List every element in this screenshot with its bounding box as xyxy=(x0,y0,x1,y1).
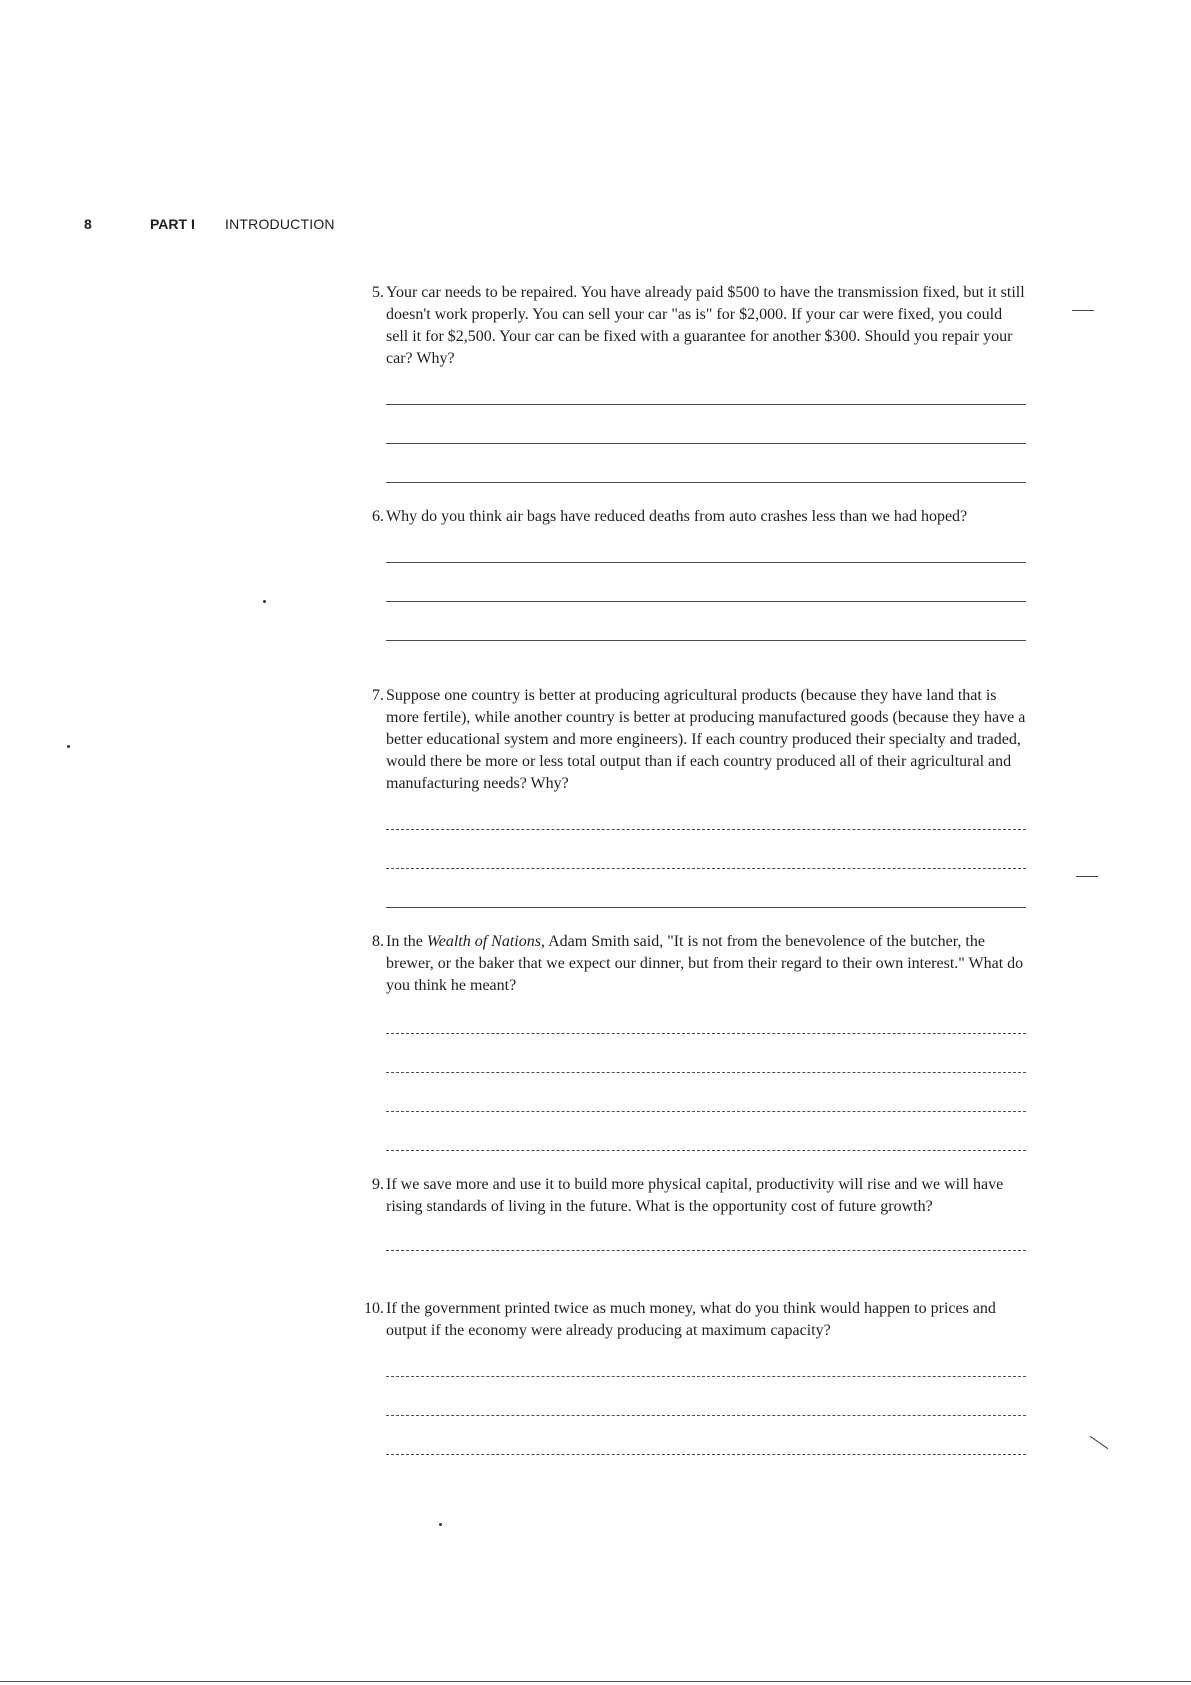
answer-line[interactable] xyxy=(386,1072,1026,1073)
answer-area xyxy=(386,404,1026,483)
answer-area xyxy=(386,562,1026,641)
answer-line[interactable] xyxy=(386,1454,1026,1455)
question-number: 9. xyxy=(372,1176,384,1193)
scan-mark xyxy=(1072,310,1094,311)
scan-speck xyxy=(67,745,70,748)
answer-area xyxy=(386,829,1026,908)
question-text: Suppose one country is better at producing agricultural products (because they have land that is more fertile), while another country is better at producing manufactured goods (because they have a better educational system and more engineers). If each country produced their specialty and traded, would there be more or less total output than if each country produced all of their agricultural and manufacturing needs? Why? xyxy=(386,687,1026,792)
answer-line[interactable] xyxy=(386,443,1026,444)
answer-line[interactable] xyxy=(386,1033,1026,1034)
question-7 xyxy=(350,685,1026,946)
scan-mark xyxy=(1090,1436,1109,1449)
answer-line[interactable] xyxy=(386,640,1026,641)
scan-speck xyxy=(263,600,266,603)
answer-line[interactable] xyxy=(386,1250,1026,1251)
question-5 xyxy=(350,282,1026,521)
answer-line[interactable] xyxy=(386,868,1026,869)
page-header xyxy=(0,216,1191,236)
question-text: Your car needs to be repaired. You have already paid $500 to have the transmission fixed, but it still doesn't work properly. You can sell your car "as is" for $2,000. If your car were fixed, you could sell it for $2,500. Your car can be fixed with a guarantee for another $300. Should you repair your car? Why? xyxy=(386,284,1025,367)
answer-line[interactable] xyxy=(386,404,1026,405)
answer-line[interactable] xyxy=(386,1150,1026,1151)
question-number: 5. xyxy=(372,284,384,301)
answer-area xyxy=(386,1250,1026,1251)
question-number: 10. xyxy=(364,1300,384,1317)
question-10 xyxy=(350,1298,1026,1493)
question-number: 8. xyxy=(372,933,384,950)
section-label: INTRODUCTION xyxy=(225,216,335,232)
answer-line[interactable] xyxy=(386,482,1026,483)
question-8 xyxy=(350,931,1026,1189)
bottom-rule xyxy=(0,1681,1191,1682)
question-text-after: Adam Smith said, "It is not from the benevolence of the butcher, the brewer, or the baker that we expect our dinner, but from their regard to their own interest." What do you think he meant? xyxy=(386,933,1024,994)
answer-area xyxy=(386,1376,1026,1455)
page-number: 8 xyxy=(84,216,92,232)
answer-line[interactable] xyxy=(386,601,1026,602)
answer-line[interactable] xyxy=(386,829,1026,830)
question-9 xyxy=(350,1174,1026,1289)
part-label: PART I xyxy=(150,216,195,232)
question-text: Why do you think air bags have reduced deaths from auto crashes less than we had hoped? xyxy=(386,508,968,525)
question-text-before: In the xyxy=(386,933,427,950)
book-title: Wealth of Nations, xyxy=(426,933,545,950)
answer-line[interactable] xyxy=(386,907,1026,908)
question-text xyxy=(386,931,1026,997)
scan-mark xyxy=(1076,876,1098,877)
answer-line[interactable] xyxy=(386,1111,1026,1112)
scan-speck xyxy=(439,1523,442,1526)
question-text: If we save more and use it to build more physical capital, productivity will rise and we will have rising standards of living in the future. What is the opportunity cost of future growth? xyxy=(386,1176,1004,1215)
question-6 xyxy=(350,506,1026,679)
question-text: If the government printed twice as much money, what do you think would happen to prices and output if the economy were already producing at maximum capacity? xyxy=(386,1300,996,1339)
answer-line[interactable] xyxy=(386,1415,1026,1416)
question-number: 6. xyxy=(372,508,384,525)
answer-line[interactable] xyxy=(386,562,1026,563)
answer-line[interactable] xyxy=(386,1376,1026,1377)
question-number: 7. xyxy=(372,687,384,704)
answer-area xyxy=(386,1033,1026,1151)
